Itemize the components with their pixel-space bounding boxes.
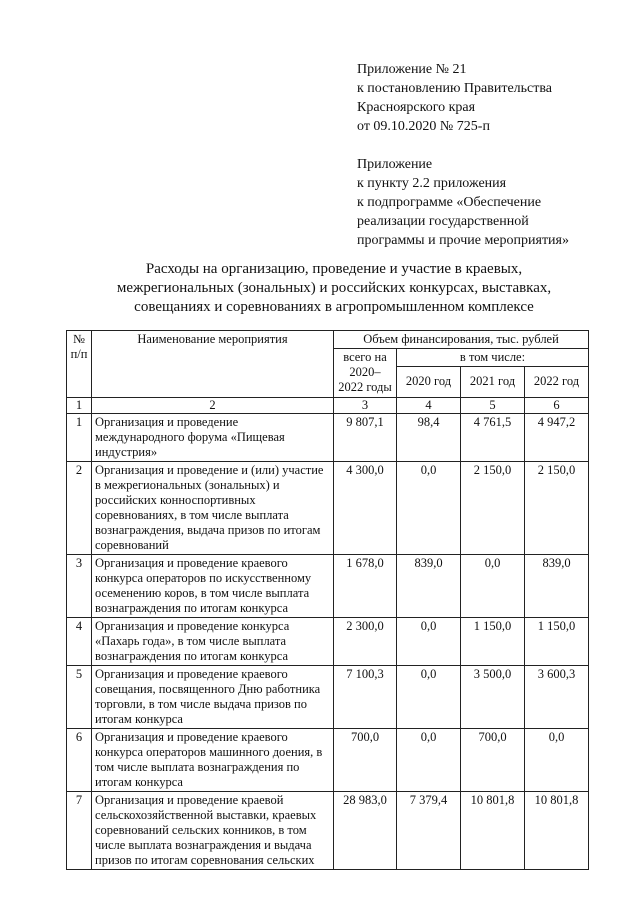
appendix-line: Приложение № 21 [357, 62, 467, 77]
header-2021: 2021 год [461, 367, 525, 397]
row-2020: 839,0 [397, 555, 461, 618]
column-index: 6 [525, 398, 589, 414]
header-num: № п/п [67, 331, 92, 398]
appendix-line: программы и прочие мероприятия» [357, 233, 569, 248]
row-2022: 10 801,8 [525, 792, 589, 870]
row-2020: 0,0 [397, 666, 461, 729]
table-row [67, 414, 589, 462]
row-2022: 0,0 [525, 729, 589, 792]
column-index: 3 [334, 398, 397, 414]
row-2021: 0,0 [461, 555, 525, 618]
row-num: 7 [67, 792, 92, 870]
title-line: совещаниях и соревнованиях в агропромышленном комплексе [134, 299, 534, 315]
appendix-line: к пункту 2.2 приложения [357, 176, 507, 191]
row-num: 2 [67, 462, 92, 555]
header-including: в том числе: [397, 349, 588, 367]
row-num: 6 [67, 729, 92, 792]
row-name: Организация и проведение краевой сельскохозяйственной выставки, краевых соревнований сельских конников, в том числе выплата вознаграждения и выдача призов по итогам соревнования сельских [92, 792, 334, 870]
document-title [60, 260, 608, 317]
row-2022: 1 150,0 [525, 618, 589, 666]
column-index: 4 [397, 398, 461, 414]
title-line: Расходы на организацию, проведение и участие в краевых, [145, 261, 523, 277]
row-2021: 10 801,8 [461, 792, 525, 870]
column-index-row [67, 398, 589, 414]
row-total: 1 678,0 [334, 555, 397, 618]
row-2022: 4 947,2 [525, 414, 589, 462]
row-2021: 4 761,5 [461, 414, 525, 462]
row-num: 5 [67, 666, 92, 729]
table-row [67, 666, 589, 729]
appendix-line: к постановлению Правительства [357, 81, 553, 96]
row-name: Организация и проведение и (или) участие в межрегиональных (зональных) и российских конноспортивных соревнованиях, в том числе выплата вознаграждения, выдача призов по итогам соревнований [92, 462, 334, 555]
row-2021: 1 150,0 [461, 618, 525, 666]
table-row [67, 462, 589, 555]
row-2022: 2 150,0 [525, 462, 589, 555]
column-index: 1 [67, 398, 92, 414]
row-2020: 7 379,4 [397, 792, 461, 870]
expenses-table [66, 330, 589, 870]
column-index: 5 [461, 398, 525, 414]
header-name: Наименование мероприятия [92, 331, 334, 398]
row-total: 4 300,0 [334, 462, 397, 555]
header-2022: 2022 год [533, 374, 580, 388]
row-num: 4 [67, 618, 92, 666]
row-total: 9 807,1 [334, 414, 397, 462]
row-2020: 0,0 [397, 729, 461, 792]
row-2020: 0,0 [397, 462, 461, 555]
row-total: 28 983,0 [334, 792, 397, 870]
appendix-line: Приложение [357, 157, 433, 172]
appendix-line: реализации государственной [357, 214, 529, 229]
appendix-line: Красноярского края [357, 100, 476, 115]
row-num: 1 [67, 414, 92, 462]
header-total: всего на 2020–2022 годы [334, 349, 397, 398]
title-line: межрегиональных (зональных) и российских конкурсах, выставках, [116, 280, 552, 296]
row-2020: 98,4 [397, 414, 461, 462]
row-total: 700,0 [334, 729, 397, 792]
row-num: 3 [67, 555, 92, 618]
table-row [67, 618, 589, 666]
table-row [67, 792, 589, 870]
row-name: Организация и проведение конкурса «Пахарь года», в том числе выплата вознаграждения по итогам конкурса [92, 618, 334, 666]
row-2022: 3 600,3 [525, 666, 589, 729]
appendix-line: от 09.10.2020 № 725-п [357, 119, 490, 134]
column-index: 2 [92, 398, 334, 414]
row-2021: 700,0 [461, 729, 525, 792]
row-2021: 3 500,0 [461, 666, 525, 729]
row-2020: 0,0 [397, 618, 461, 666]
row-total: 2 300,0 [334, 618, 397, 666]
row-name: Организация и проведение краевого конкурса операторов по искусственному осеменению коров, в том числе выплата вознаграждения по итогам конкурса [92, 555, 334, 618]
header-including-group [397, 349, 589, 398]
header-2020: 2020 год [397, 367, 461, 397]
appendix-block [357, 60, 569, 250]
row-2022: 839,0 [525, 555, 589, 618]
table-row [67, 555, 589, 618]
row-name: Организация и проведение краевого совещания, посвященного Дню работника торговли, в том числе выдача призов по итогам конкурса [92, 666, 334, 729]
row-name: Организация и проведение международного форума «Пищевая индустрия» [92, 414, 334, 462]
header-funding: Объем финансирования, тыс. рублей [334, 331, 589, 349]
appendix-line: к подпрограмме «Обеспечение [357, 195, 542, 210]
row-name: Организация и проведение краевого конкурса операторов машинного доения, в том числе выплата вознаграждения по итогам конкурса [92, 729, 334, 792]
row-2021: 2 150,0 [461, 462, 525, 555]
table-row [67, 729, 589, 792]
row-total: 7 100,3 [334, 666, 397, 729]
